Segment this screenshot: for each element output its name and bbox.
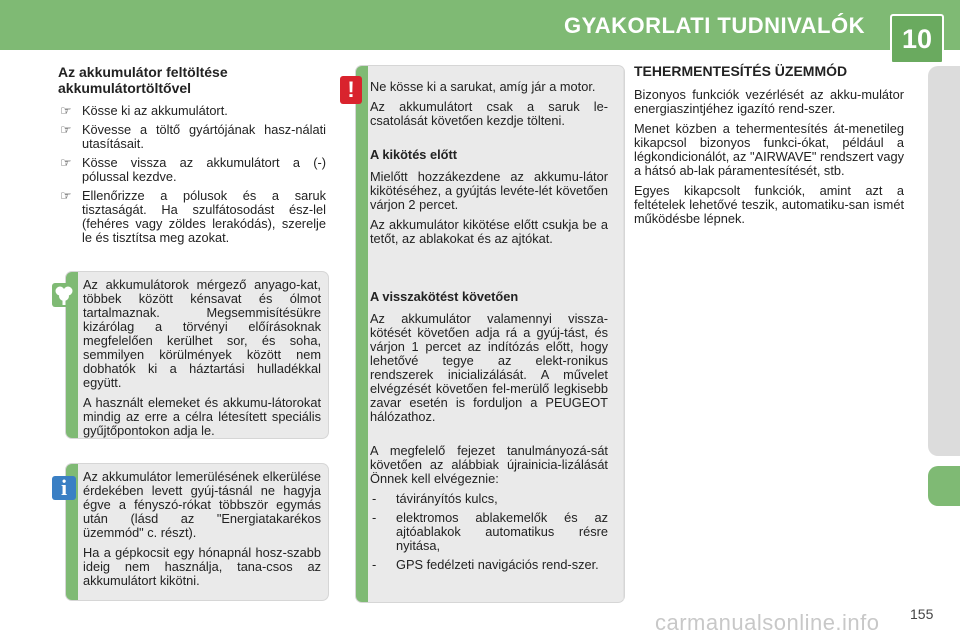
paragraph: Az akkumulátor kikötése előtt csukja be a tetőt, az ablakokat és az ajtókat. bbox=[370, 217, 608, 246]
page-title: GYAKORLATI TUDNIVALÓK bbox=[564, 13, 865, 38]
pointing-finger-icon: ☞ bbox=[60, 188, 72, 203]
tree-icon bbox=[52, 283, 76, 307]
list-item: - távirányítós kulcs, bbox=[372, 491, 498, 506]
info-note-text bbox=[83, 470, 321, 594]
list-item: - elektromos ablakemelők és az ajtóablakok automatikus résre nyitása, bbox=[372, 510, 608, 553]
subsection-heading: A kikötés előtt bbox=[370, 147, 457, 162]
dash-list bbox=[370, 492, 608, 572]
watermark: carmanualsonline.info bbox=[655, 610, 880, 635]
paragraph: Az akkumulátor lemerülésének elkerülése érdekében levett gyúj-tásnál ne hagyja égve a fényszó-rókat többször egymás után (lásd az "Energiatakarékos üzemmód" c. részt). bbox=[83, 469, 321, 540]
list-item: ☞ Ellenőrizze a pólusok és a saruk tisztaságát. Ha szulfátosodást ész-lel (fehéres vagy zöldes lerakódás), szerelje le és tisztítsa meg azokat. bbox=[60, 188, 326, 245]
paragraph: Bizonyos funkciók vezérlését az akku-mulátor energiaszintjéhez igazító rend-szer. bbox=[634, 87, 904, 116]
paragraph: Egyes kikapcsolt funkciók, amint azt a feltételek lehetővé teszik, automatiku-san ismét működésbe lépnek. bbox=[634, 183, 904, 226]
side-tab-active bbox=[928, 466, 960, 506]
paragraph: A használt elemeket és akkumu-látorokat mindig az erre a célra létesített speciális gyűjtőpontokon adja le. bbox=[83, 395, 321, 438]
list-item: ☞ Kösse ki az akkumulátort. bbox=[60, 103, 228, 118]
chapter-number-badge: 10 bbox=[890, 14, 944, 64]
section-heading: TEHERMENTESÍTÉS ÜZEMMÓD bbox=[634, 63, 848, 79]
environment-note-text bbox=[83, 278, 321, 444]
paragraph: Ha a gépkocsit egy hónapnál hosz-szabb ideig nem használja, tana-csos az akkumulátort kikötni. bbox=[83, 545, 321, 588]
pointing-finger-icon: ☞ bbox=[60, 103, 72, 118]
side-tab bbox=[928, 66, 960, 456]
left-column bbox=[58, 64, 326, 250]
right-column bbox=[634, 64, 904, 232]
warning-icon: ! bbox=[340, 76, 362, 104]
paragraph: Az akkumulátorok mérgező anyago-kat, többek között kénsavat és ólmot tartalmaznak. Megsemmisítésükre kizárólag a törvényi előírásoknak megfelelően kerülhet sor, és soha, semmilyen körülmények között nem dobhatók ki a háztartási hulladékkal együtt. bbox=[83, 277, 321, 390]
page-number: 155 bbox=[910, 606, 934, 622]
section-heading: Az akkumulátor feltöltése akkumulátortöltővel bbox=[58, 64, 228, 96]
list-item: - GPS fedélzeti navigációs rend-szer. bbox=[372, 557, 599, 572]
paragraph: Az akkumulátor valamennyi vissza-kötését követően adja rá a gyúj-tást, és várjon 1 percet az indítózás előtt, hogy lehetővé tegye az elekt-ronikus rendszerek inicializálását. A művelet elvégzését követően fel-merülő legkisebb zavar esetén is forduljon a PEUGEOT hálózathoz. bbox=[370, 311, 608, 424]
list-item: ☞ Kövesse a töltő gyártójának hasz-nálati utasításait. bbox=[60, 122, 326, 151]
paragraph: Mielőtt hozzákezdene az akkumu-látor kikötéséhez, a gyújtás levéte-lét követően várjon 2 percet. bbox=[370, 169, 608, 212]
paragraph: Menet közben a tehermentesítés át-menetileg kikapcsol bizonyos funkci-ókat, például a légkondicionálót, az "AIRWAVE" rendszert vagy a hátsó ab-lak páramentesítését, stb. bbox=[634, 121, 904, 178]
bullet-list bbox=[58, 104, 326, 245]
pointing-finger-icon: ☞ bbox=[60, 122, 72, 137]
paragraph: A megfelelő fejezet tanulmányozá-sát követően az alábbiak újrainicia-lizálását Önnek kell elvégeznie: bbox=[370, 443, 608, 486]
pointing-finger-icon: ☞ bbox=[60, 155, 72, 170]
subsection-heading: A visszakötést követően bbox=[370, 289, 519, 304]
info-icon: i bbox=[52, 476, 76, 500]
column-divider bbox=[623, 70, 624, 600]
paragraph: Ne kösse ki a sarukat, amíg jár a motor. bbox=[370, 79, 596, 94]
header-bar bbox=[0, 0, 960, 50]
paragraph: Az akkumulátort csak a saruk le-csatolását követően kezdje tölteni. bbox=[370, 99, 608, 128]
warning-note-text bbox=[370, 80, 608, 577]
list-item: ☞ Kösse vissza az akkumulátort a (-) pólussal kezdve. bbox=[60, 155, 326, 184]
